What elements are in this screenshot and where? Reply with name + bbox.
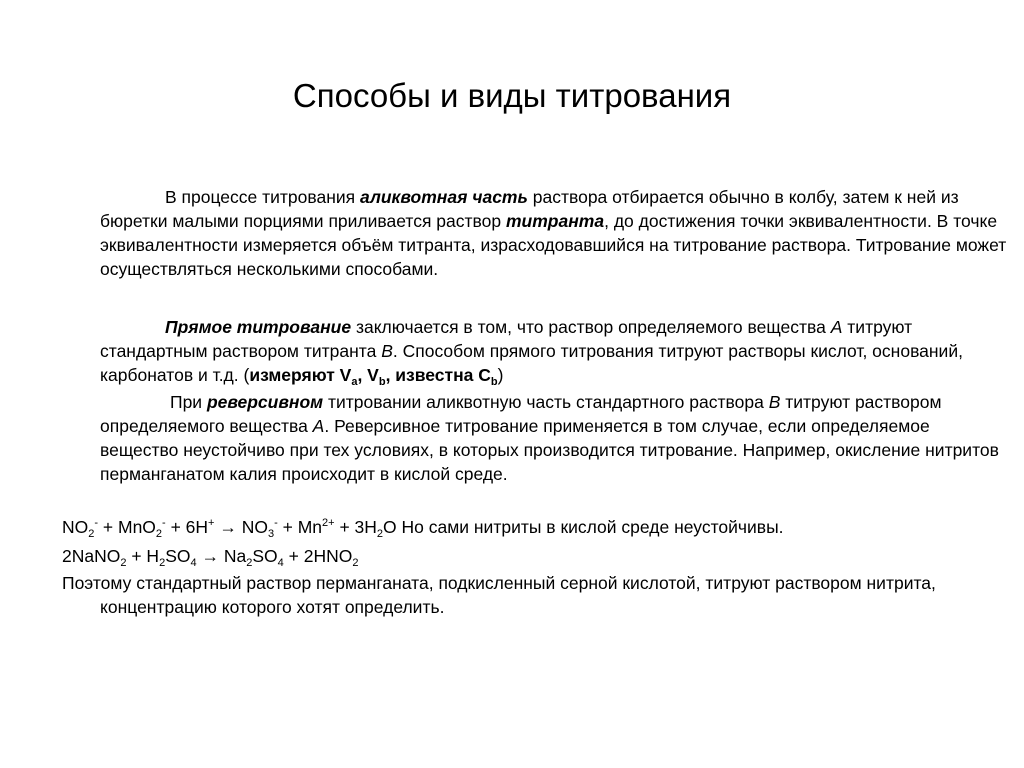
term-reverse: реверсивном [206,392,324,412]
paragraph-conclusion: Поэтому стандартный раствор перманганата, подкисленный серной кислотой, титруют раствором нитрита, концентрацию которого хотят определить. [62,573,936,617]
p2-text-3: . Способом прямого титрования титруют растворы кислот, оснований, карбонатов и т.д. ( [100,341,963,385]
p2-italic-b: В [381,341,393,361]
eq1-sub: 2 [376,528,384,540]
eq2-so: SO [165,546,191,566]
reaction-arrow-icon: → [214,517,242,537]
eq1-sub: 3 [267,528,275,540]
p1-text-2: раствора отбирается обычно в колбу, затем к ней из бюретки малыми порциями приливается раствор [100,187,959,231]
eq2-hno2: + 2HNO [283,546,353,566]
eq1-no3: NO [241,517,268,537]
equation-nitrite-decomposition [62,544,1010,568]
eq1-sup: - [94,517,99,529]
paragraph-aliquot [62,185,1010,281]
eq1-sup: 2+ [322,517,335,529]
eq1-sup: - [274,517,278,529]
p3-text-4: . Реверсивное титрование применяется в том случае, если определяемое вещество неустойчиво при тех условиях, в которых производится титрование. Например, окисление нитритов перманганатом калия происходит в кислой среде. [100,416,999,484]
p1-text-3: , до достижения точки эквивалентности. В точке эквивалентности измеряется объём титранта, израсходовавшийся на титрование раствора. Титрование может осуществляться несколькими способами. [100,211,1007,279]
eq1-note: O Но сами нитриты в кислой среде неустойчивы. [383,517,784,537]
eq1-sup: + [208,517,215,529]
eq2-h2: + H [126,546,160,566]
measured-values [249,365,498,388]
eq1-sub: 2 [155,528,163,540]
p3-text-3: титруют раствором определяемого вещества [100,392,942,436]
known-cb: , известна С [385,365,491,385]
paragraph-direct-titration [62,315,1010,387]
sub-a: a [351,376,358,388]
sub-b: b [378,376,386,388]
equation-nitrite-oxidation [62,515,1010,539]
reaction-arrow-icon: → [196,546,224,566]
p3-italic-b: В [768,392,781,412]
eq2-nano2: 2NaNO [62,546,121,566]
p3-text-1: При [170,392,207,412]
paragraph-reverse-titration [62,390,1010,486]
measured-vb: , V [357,365,379,385]
p3-text-2: титровании аликвотную часть стандартного раствора [323,392,769,412]
eq2-na: Na [223,546,247,566]
term-aliquot: аликвотная часть [360,187,528,207]
eq2-sub: 2 [246,557,253,569]
term-direct-titration: Прямое титрование [165,317,352,337]
p2-text-4: ) [497,365,504,385]
p1-text-1: В процессе титрования [165,187,361,207]
eq1-h2o: + 3H [334,517,377,537]
eq2-sub: 2 [120,557,127,569]
eq1-mn: + Mn [277,517,323,537]
eq1-mno2: + MnO [98,517,156,537]
p2-text-1: заключается в том, что раствор определяемого вещества [351,317,831,337]
sub-cb: b [490,376,498,388]
eq1-no2: NO [62,517,89,537]
p2-text-2: титруют стандартным раствором титранта [100,317,913,361]
term-titrant: титранта [505,211,605,231]
eq2-so4: SO [252,546,278,566]
eq2-sub: 2 [159,557,166,569]
p3-italic-a: А [312,416,325,436]
eq1-sup: - [162,517,166,529]
eq1-h: + 6H [165,517,209,537]
eq2-sub: 4 [277,557,284,569]
measured-va: измеряют V [249,365,352,385]
eq2-sub: 4 [190,557,197,569]
eq2-sub: 2 [352,557,359,569]
p2-italic-a: А [830,317,843,337]
eq1-sub: 2 [88,528,95,540]
slide-title: Способы и виды титрования [292,77,732,114]
